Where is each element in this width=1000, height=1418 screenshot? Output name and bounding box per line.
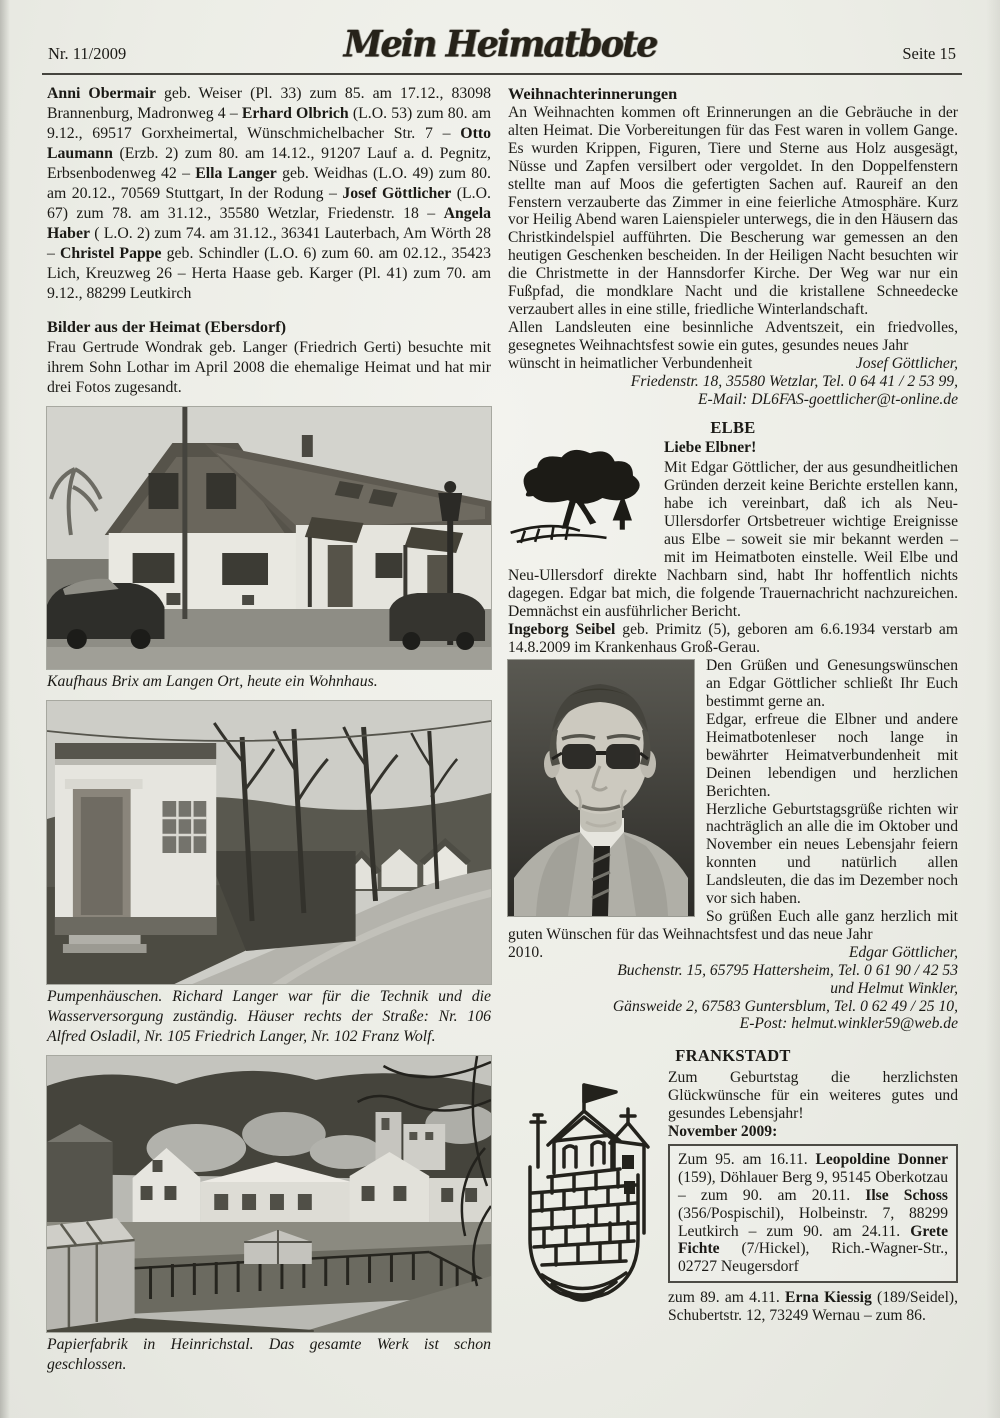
caption-pumpenhaeuschen: Pumpenhäuschen. Richard Langer war für die Technik und die Wasserversorgung zuständig. Häuser rechts der Straße: Nr. 106 Alfred Osladil, Nr. 105 Friedrich Langer, Nr. 102 Franz Wolf. xyxy=(47,988,491,1045)
portrait-block xyxy=(508,657,958,1033)
header-rule xyxy=(42,73,962,75)
right-column xyxy=(508,84,958,1325)
elbe-salutation: Liebe Elbner! xyxy=(664,439,757,457)
elbe-signature-row xyxy=(508,944,958,962)
section-heading-frankstadt: FRANKSTADT xyxy=(675,1046,791,1066)
photo-pumpenhaeuschen xyxy=(47,701,491,984)
big-greenhouse xyxy=(47,1218,135,1330)
weihnacht-body: An Weihnachten kommen oft Erinnerungen an die Gebräuche in der alten Heimat. Die Vorbereitungen für das Fest waren in vollem Gange. Es wurden Krippen, Figuren, Tiere und Sterne aus Holz ausgesägt, Nüsse und Zapfen versilbert oder vergoldet. In den Doppelfenstern stellte man auf Moos die gefertigten Sachen auf. Raureif an den Fenstern verzauberte das Zimmer in eine feierliche Atmosphäre. Kurz vor Heilig Abend waren Laienspieler unterwegs, die in den Häusern das Christkindelspiel aufführten. Die Bescherung war gemessen an den heutigen Geschenken bescheiden. In der Heiligen Nacht besuchten wir die Christmette in der Hannsdorfer Kirche. Der Weg war nur ein Fußpfad, die mondklare Nacht und die kristallene Schneedecke verzaubert alles in eine stille, friedliche Winterlandschaft. xyxy=(508,104,958,318)
car-left xyxy=(47,579,164,649)
masthead-title: Mein Heimatbote xyxy=(343,23,657,66)
weihnacht-wish-tail: wünscht in heimatlicher Verbundenheit xyxy=(508,354,753,372)
elbe-obituary: Ingeborg Seibel geb. Primitz (5), geboren am 6.6.1934 verstarb am 14.8.2009 im Krankenhaus Groß-Gerau. xyxy=(508,621,958,657)
weihnacht-signature-row xyxy=(508,355,958,373)
frankstadt-coat-of-arms xyxy=(508,1071,660,1309)
section-heading-elbe: ELBE xyxy=(710,418,756,438)
elbe-greeting-3: Herzliche Geburtstagsgrüße richten wir nachträglich an alle die im Oktober und November ein neues Lebensjahr feiern konnten und natürlich allen Landsleuten, die das im Dezember noch vor sich haben. xyxy=(706,800,958,908)
section-heading-bilder: Bilder aus der Heimat (Ebersdorf) xyxy=(47,317,287,336)
elbe-address-2: und Helmut Winkler, xyxy=(830,979,958,997)
page-number: Seite 15 xyxy=(902,44,956,63)
elbe-address-1: Buchenstr. 15, 65795 Hattersheim, Tel. 0 61 90 / 42 53 xyxy=(617,961,958,979)
weihnacht-signature: Josef Göttlicher, xyxy=(855,354,958,372)
utility-pole xyxy=(182,407,187,619)
weihnacht-email: E-Mail: DL6FAS-goettlicher@t-online.de xyxy=(697,390,958,408)
elbe-closing-year: 2010. xyxy=(508,943,544,961)
birthday-announcements: Anni Obermair geb. Weiser (Pl. 33) zum 85. am 17.12., 83098 Brannenburg, Madronweg 4 – Erhard Olbrich (L.O. 53) zum 80. am 9.12., 69517 Gorxheimertal, Wünschmichelbacher Str. 7 – Otto Laumann (Erzb. 2) zum 80. am 14.12., 91207 Lauf a. d. Pegnitz, Erbsenbodenweg 42 – Ella Langer geb. Weidhas (L.O. 49) zum 80. am 20.12., 70569 Stuttgart, In der Rodung – Josef Göttlicher (L.O. 67) zum 78. am 31.12., 35580 Wetzlar, Friedenstr. 18 – Angela Haber ( L.O. 2) zum 74. am 31.12., 36341 Lauterbach, Am Wörth 28 – Christel Pappe geb. Schindler (L.O. 6) zum 60. am 02.12., 35423 Lich, Kreuzweg 26 – Herta Haase geb. Karger (Pl. 41) zum 70. am 9.12., 88299 Leutkirch xyxy=(47,85,491,302)
issue-number: Nr. 11/2009 xyxy=(48,44,127,63)
frankstadt-after-box: zum 89. am 4.11. Erna Kiessig (189/Seidel), Schubertstr. 12, 73249 Wernau – zum 86. xyxy=(668,1289,958,1325)
elbe-greeting-2: Edgar, erfreue die Elbner und andere Heimatbotenleser noch lange in bewährter Heimatverbundenheit mit Deinen lebendigen und herzlichen Berichten. xyxy=(706,711,958,800)
weihnacht-wish: Allen Landsleuten eine besinnliche Adventszeit, ein friedvolles, gesegnetes Weihnachtsfest sowie ein gutes, gesundes neues Jahr xyxy=(508,318,958,354)
frankstadt-box xyxy=(668,1144,958,1283)
section-heading-weihnacht: Weihnachterinnerungen xyxy=(508,84,678,103)
elbe-closing: So grüßen Euch alle ganz herzlich mit guten Wünschen für das Weihnachtsfest und das neue Jahr xyxy=(508,907,958,943)
elbe-signature: Edgar Göttlicher, xyxy=(848,943,958,961)
photo-papierfabrik xyxy=(47,1056,491,1332)
elbe-landscape-sketch xyxy=(508,443,654,547)
elbe-intro: Mit Edgar Göttlicher, der aus gesundheitlichen Gründen derzeit keine Berichte erstellen kann, habe ich vereinbart, daß ich als Neu-Ullersdorfer Ortsbetreuer wichtige Ereignisse aus Elbe – soweit sie mir bekannt werden – mit im Heimatboten einstelle. Weil Elbe und Neu-Ullersdorf direkte Nachbarn sind, habt Ihr hoffentlich nichts dagegen. Edgar bat mich, die folgende Trauernachricht nachzureichen. Demnächst ein ausführlicher Bericht. xyxy=(508,459,958,620)
frankstadt-box-text: Zum 95. am 16.11. Leopoldine Donner (159), Döhlauer Berg 9, 95145 Oberkotzau – zum 90. am 20.11. Ilse Schoss (356/Pospischil), Holbeinstr. 7, 88299 Leutkirch – zum 90. am 24.11. Grete Fichte (7/Hickel), Rich.-Wagner-Str., 02727 Neugersdorf xyxy=(678,1150,948,1276)
elbe-address-3: Gänsweide 2, 67583 Guntersblum, Tel. 0 62 49 / 25 10, xyxy=(612,997,958,1015)
weihnacht-address: Friedenstr. 18, 35580 Wetzlar, Tel. 0 64 41 / 2 53 99, xyxy=(630,372,958,390)
bilder-intro: Frau Gertrude Wondrak geb. Langer (Friedrich Gerti) besuchte mit ihrem Sohn Lothar im April 2008 die ehemalige Heimat und hat mir drei Fotos zugesandt. xyxy=(47,339,491,396)
portrait-photo xyxy=(508,660,694,916)
elbe-greeting-1: Den Grüßen und Genesungswünschen an Edgar Göttlicher schließt Ihr Euch bestimmt gerne an. xyxy=(706,657,958,711)
frankstadt-block xyxy=(508,1069,958,1325)
frankstadt-intro: Zum Geburtstag die herzlichsten Glückwünsche für ein weiteres gutes und gesundes Lebensjahr! xyxy=(668,1069,958,1123)
pump-house xyxy=(55,743,216,953)
photo-kaufhaus-brix xyxy=(47,407,491,669)
frankstadt-month: November 2009: xyxy=(668,1123,778,1141)
left-column xyxy=(47,84,491,1375)
elbe-block xyxy=(508,439,958,657)
elbe-email: E-Post: helmut.winkler59@web.de xyxy=(739,1015,958,1033)
caption-kaufhaus: Kaufhaus Brix am Langen Ort, heute ein Wohnhaus. xyxy=(47,673,378,690)
caption-papierfabrik: Papierfabrik in Heinrichstal. Das gesamte Werk ist schon geschlossen. xyxy=(47,1336,491,1373)
